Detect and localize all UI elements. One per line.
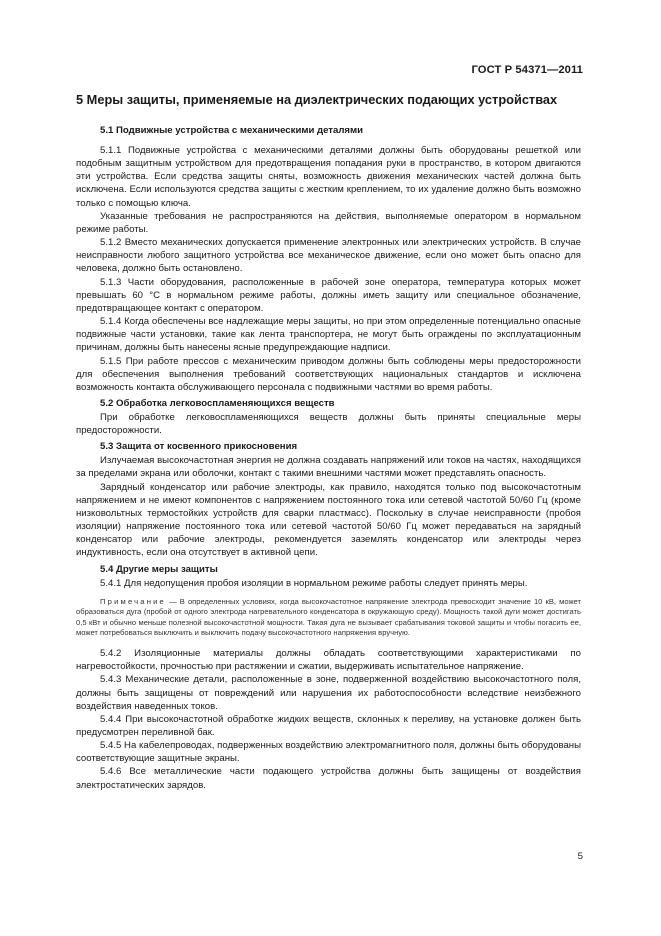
subsection-5-4-title: 5.4 Другие меры защиты	[100, 563, 218, 575]
subsection-5-1-title: 5.1 Подвижные устройства с механическими деталями	[100, 125, 364, 136]
paragraph-5-1-1: 5.1.1 Подвижные устройства с механическими деталями должны быть оборудованы решеткой или подобным защитным устройством для предотвращения попадания руки в пространство, в котором двигаются эти устройства. Если средства защиты сняты, возможность движения механических частей должна быть исключена. Если используются средства защиты с жестким креплением, то их удаление должно быть возможно только с помощью ключа.	[76, 145, 581, 209]
paragraph-5-4-1: 5.4.1 Для недопущения пробоя изоляции в нормальном режиме работы следует принять меры.	[100, 577, 528, 589]
paragraph-5-4-2: 5.4.2 Изоляционные материалы должны обладать соответствующими характеристиками по нагревостойкости, прочностью при растяжении и сжатии, выдерживать испытательное напряжение.	[76, 648, 581, 673]
note-block	[76, 597, 581, 639]
paragraph-5-1-3: 5.1.3 Части оборудования, расположенные в рабочей зоне оператора, температура которых может превышать 60 °С в нормальном режиме работы, должны иметь защиту или специальное обозначение, предотвращающее контакт с оператором.	[76, 276, 581, 314]
paragraph-5-3-b: Зарядный конденсатор или рабочие электроды, как правило, находятся только под высокочастотным напряжением и не имеют компонентов с напряжением постоянного тока или сетевой частотой 50/60 Гц (кроме низковольтных термостойких устройств для сварки пластмасс). Поскольку в случае неисправности (пробоя изоляции) напряжение постоянного тока или сетевой частотой 50/60 Гц может передаваться на зарядный конденсатор или рабочие электроды, рекомендуется заземлять конденсатор или электроды через индуктивность, если она отсутствует в активной цепи.	[76, 481, 581, 559]
paragraph-5-1-2: 5.1.2 Вместо механических допускается применение электронных или электрических устройств. В случае неисправности любого защитного устройства все механическое движение, если оно может быть опасно для человека, должно быть остановлено.	[76, 237, 581, 275]
paragraph-5-4-6: 5.4.6 Все металлические части подающего устройства должны быть защищены от воздействия электростатических зарядов.	[76, 766, 581, 791]
paragraph-5-3-a: Излучаемая высокочастотная энергия не должна создавать напряжений или токов на частях, находящихся за пределами экрана или оболочки, контакт с такими внешними частями может представлять опасность.	[76, 455, 581, 480]
paragraph-5-1-4: 5.1.4 Когда обеспечены все надлежащие меры защиты, но при этом определенные потенциально опасные подвижные части установки, такие как лента транспортера, не могут быть ограждены по эксплуатационным причинам, должны быть нанесены ясные предупреждающие надписи.	[76, 316, 581, 354]
subsection-5-2-title: 5.2 Обработка легковоспламеняющихся веществ	[100, 397, 335, 409]
page-number: 5	[577, 851, 583, 862]
paragraph-5-4-5: 5.4.5 На кабелепроводах, подверженных воздействию электромагнитного поля, должны быть оборудованы соответствующие защитные экраны.	[76, 740, 581, 765]
note-text: — В определенных условиях, когда высокочастотное напряжение электрода превосходит значение 10 кВ, может образоваться дуга (пробой от одного электрода нагревательного конденсатора в окружающую среду). Мощность такой дуги может достигать 0,5 кВт и обычно меньше полезной высокочастотной мощности. Такая дуга не вызывает срабатывания токовой защиты и чтобы погасить ее, может потребоваться выключить и выключить подачу высокочастотного напряжения вручную.	[76, 596, 581, 638]
page-content	[76, 92, 581, 792]
paragraph-5-4-3: 5.4.3 Механические детали, расположенные в зоне, подверженной воздействию высокочастотного поля, должны быть защищены от повреждений или нарушения их работоспособности вследствие неизбежного воздействия наведенных токов.	[76, 674, 581, 712]
paragraph-5-1-1-note: Указанные требования не распространяются на действия, выполняемые оператором в нормальном режиме работы.	[76, 210, 581, 235]
subsection-5-3-title: 5.3 Защита от косвенного прикосновения	[100, 441, 298, 453]
paragraph-5-4-4: 5.4.4 При высокочастотной обработке жидких веществ, склонных к переливу, на установке должен быть предусмотрен переливной бак.	[76, 713, 581, 738]
note-label: Примечание	[100, 596, 166, 606]
document-id-header: ГОСТ Р 54371—2011	[471, 64, 583, 76]
section-title: 5 Меры защиты, применяемые на диэлектрических подающих устройствах	[76, 92, 558, 107]
paragraph-5-1-5: 5.1.5 При работе прессов с механическим приводом должны быть соблюдены меры предосторожности для обеспечения выполнения требований соответствующих национальных стандартов и исключена возможность контакта обслуживающего персонала с подвижными частями во время работы.	[76, 355, 581, 393]
paragraph-5-2: При обработке легковоспламеняющихся веществ должны быть приняты специальные меры предосторожности.	[76, 411, 581, 437]
